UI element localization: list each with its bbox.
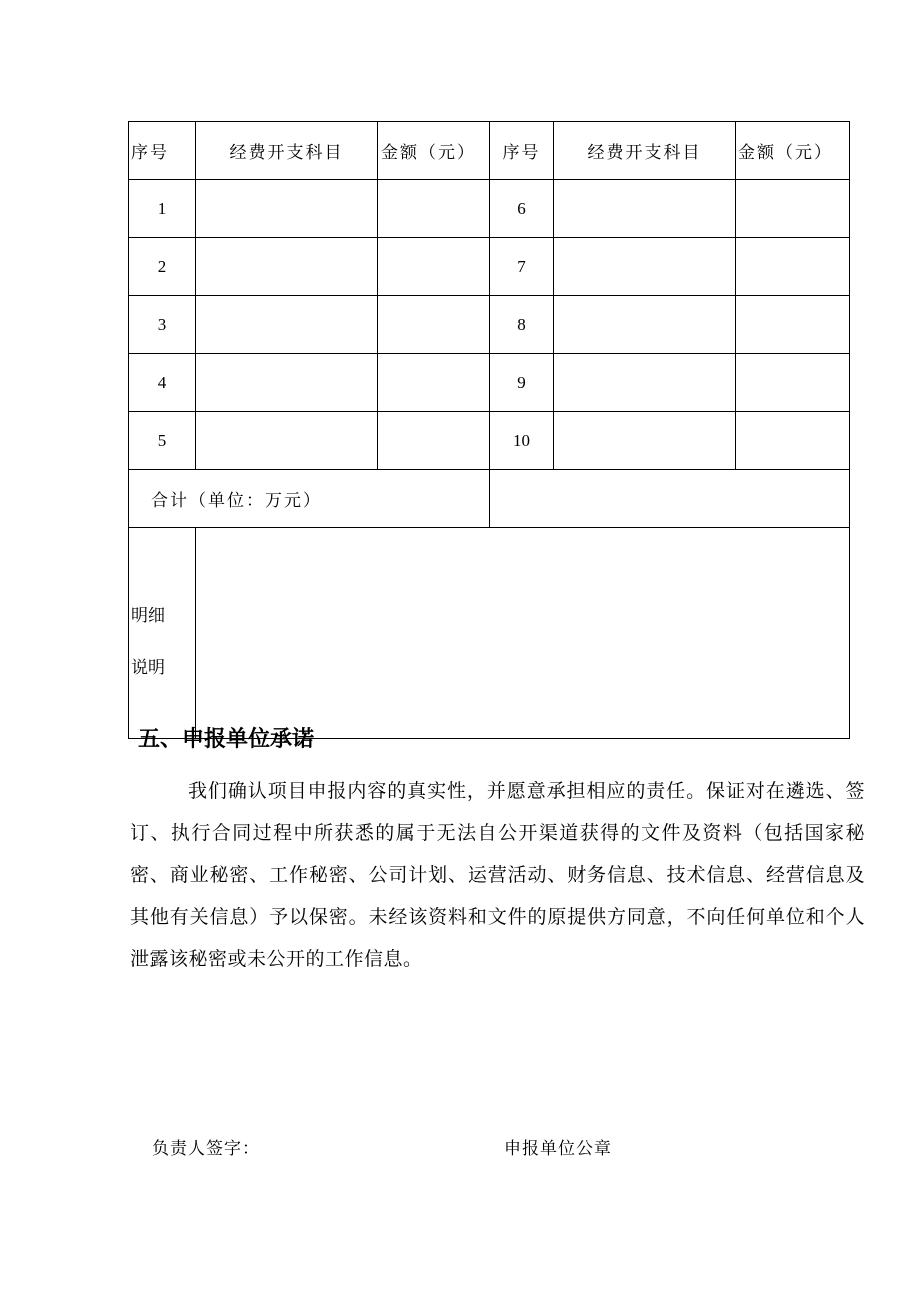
detail-label-line2: 说明 bbox=[131, 658, 165, 678]
table-row bbox=[129, 354, 850, 412]
item-cell[interactable] bbox=[554, 412, 736, 470]
row-number-right: 9 bbox=[490, 354, 554, 412]
table-row bbox=[129, 238, 850, 296]
responsible-signature-label: 负责人签字： bbox=[152, 1139, 260, 1159]
item-cell[interactable] bbox=[196, 238, 378, 296]
detail-label bbox=[129, 528, 196, 739]
item-cell[interactable] bbox=[196, 354, 378, 412]
amount-cell[interactable] bbox=[378, 180, 490, 238]
item-cell[interactable] bbox=[554, 296, 736, 354]
item-cell[interactable] bbox=[554, 354, 736, 412]
detail-row bbox=[129, 528, 850, 739]
row-number-left: 3 bbox=[129, 296, 196, 354]
header-item-right: 经费开支科目 bbox=[554, 122, 736, 180]
header-seq-left: 序号 bbox=[129, 122, 196, 180]
row-number-right: 10 bbox=[490, 412, 554, 470]
amount-cell[interactable] bbox=[736, 296, 850, 354]
total-value-cell[interactable] bbox=[490, 470, 850, 528]
amount-cell[interactable] bbox=[736, 412, 850, 470]
item-cell[interactable] bbox=[554, 238, 736, 296]
detail-label-line1: 明细 bbox=[131, 606, 165, 626]
row-number-left: 5 bbox=[129, 412, 196, 470]
item-cell[interactable] bbox=[196, 412, 378, 470]
row-number-left: 1 bbox=[129, 180, 196, 238]
table-row bbox=[129, 180, 850, 238]
budget-table bbox=[128, 121, 850, 739]
table-row bbox=[129, 296, 850, 354]
section-title: 五、申报单位承诺 bbox=[138, 727, 315, 752]
amount-cell[interactable] bbox=[378, 296, 490, 354]
row-number-left: 4 bbox=[129, 354, 196, 412]
row-number-left: 2 bbox=[129, 238, 196, 296]
header-seq-right: 序号 bbox=[490, 122, 554, 180]
header-amount-left: 金额（元） bbox=[378, 122, 490, 180]
row-number-right: 6 bbox=[490, 180, 554, 238]
amount-cell[interactable] bbox=[378, 354, 490, 412]
total-label: 合计（单位：万元） bbox=[129, 470, 490, 528]
detail-content-cell[interactable] bbox=[196, 528, 850, 739]
amount-cell[interactable] bbox=[736, 180, 850, 238]
header-amount-right: 金额（元） bbox=[736, 122, 850, 180]
row-number-right: 7 bbox=[490, 238, 554, 296]
row-number-right: 8 bbox=[490, 296, 554, 354]
item-cell[interactable] bbox=[196, 296, 378, 354]
amount-cell[interactable] bbox=[378, 238, 490, 296]
commitment-paragraph: 我们确认项目申报内容的真实性，并愿意承担相应的责任。保证对在遴选、签订、执行合同过程中所获悉的属于无法自公开渠道获得的文件及资料（包括国家秘密、商业秘密、工作秘密、公司计划、运营活动、财务信息、技术信息、经营信息及其他有关信息）予以保密。未经该资料和文件的原提供方同意，不向任何单位和个人泄露该秘密或未公开的工作信息。 bbox=[130, 780, 865, 970]
amount-cell[interactable] bbox=[736, 238, 850, 296]
header-item-left: 经费开支科目 bbox=[196, 122, 378, 180]
amount-cell[interactable] bbox=[378, 412, 490, 470]
table-header-row bbox=[129, 122, 850, 180]
unit-seal-label: 申报单位公章 bbox=[504, 1139, 612, 1159]
item-cell[interactable] bbox=[554, 180, 736, 238]
table-row bbox=[129, 412, 850, 470]
amount-cell[interactable] bbox=[736, 354, 850, 412]
item-cell[interactable] bbox=[196, 180, 378, 238]
total-row bbox=[129, 470, 850, 528]
